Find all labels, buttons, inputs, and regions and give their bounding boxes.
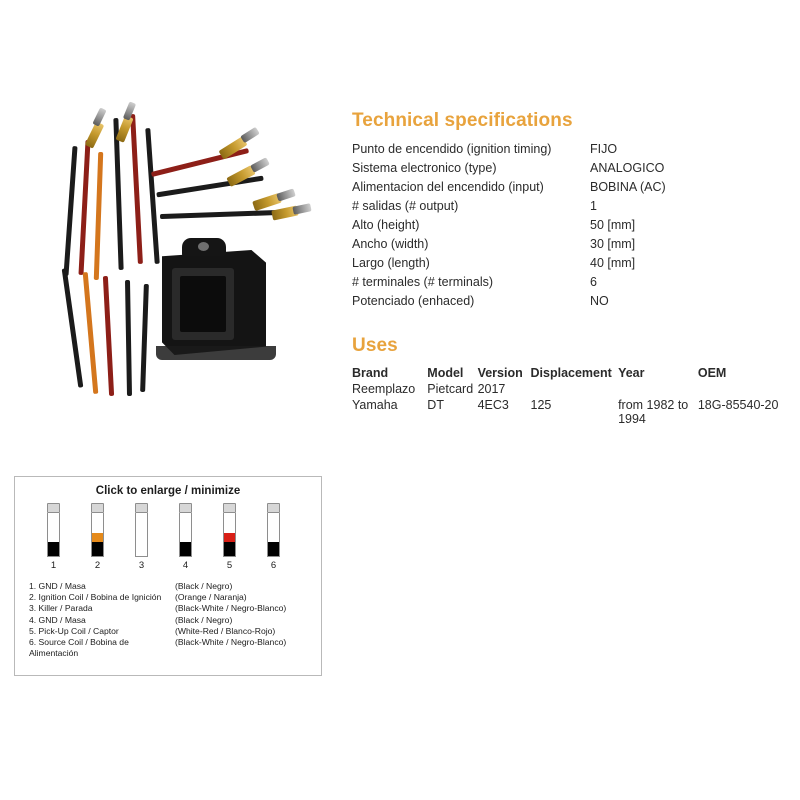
- pin-band-secondary: [224, 533, 235, 542]
- terminal-1-body: [85, 121, 104, 148]
- spec-label: Ancho (width): [352, 237, 429, 251]
- pin-band-primary: [180, 542, 191, 556]
- product-photo[interactable]: [30, 100, 330, 430]
- spec-value: 50 [mm]: [590, 218, 636, 232]
- pin-band-secondary: [180, 533, 191, 542]
- spec-label: # salidas (# output): [352, 199, 459, 213]
- spec-label: # terminales (# terminals): [352, 275, 494, 289]
- spec-row-outputs: [352, 197, 782, 216]
- spec-row-length: [352, 254, 782, 273]
- pin-number: 3: [138, 560, 145, 571]
- spec-value: NO: [590, 294, 609, 308]
- cdi-module-shadow: [156, 346, 276, 360]
- uses-cell-model: Pietcard: [427, 382, 474, 396]
- pin-cap-icon: [91, 503, 104, 513]
- pin-band-primary: [136, 542, 147, 556]
- cdi-mounting-hole: [198, 242, 209, 251]
- pin-cap-icon: [135, 503, 148, 513]
- technical-specifications-panel: [352, 110, 782, 311]
- legend-color-label: (Orange / Naranja): [175, 592, 247, 603]
- pin-number: 2: [94, 560, 101, 571]
- wire-orange-1: [94, 152, 103, 280]
- terminal-1-tip: [92, 107, 106, 126]
- legend-color-label: (Black-White / Negro-Blanco): [175, 603, 287, 614]
- uses-cell-brand: Reemplazo: [352, 382, 416, 396]
- list-item: [29, 626, 311, 637]
- list-item: [29, 603, 311, 614]
- uses-table-header-row: [352, 365, 788, 381]
- pin-5: [223, 503, 236, 571]
- terminal-5-tip: [276, 188, 296, 201]
- legend-title[interactable]: Click to enlarge / minimize: [95, 485, 241, 497]
- legend-function-label: 1. GND / Masa: [29, 581, 86, 591]
- spec-value: 40 [mm]: [590, 256, 636, 270]
- legend-color-label: (Black-White / Negro-Blanco): [175, 637, 287, 648]
- pin-band-secondary: [92, 533, 103, 542]
- uses-header-oem: OEM: [697, 366, 727, 380]
- wire-black-lower-3: [140, 284, 149, 392]
- uses-header-version: Version: [477, 366, 523, 380]
- pin-1: [47, 503, 60, 571]
- terminal-3-tip: [240, 127, 260, 143]
- uses-cell-oem: 18G-85540-20: [697, 398, 779, 412]
- uses-cell-brand: Yamaha: [352, 398, 398, 412]
- spec-label: Largo (length): [352, 256, 430, 270]
- wire-branch-mid: [156, 176, 263, 198]
- legend-lists: [29, 581, 311, 659]
- pin-band-primary: [268, 542, 279, 556]
- wire-red-lower: [103, 276, 114, 396]
- uses-header-year: Year: [618, 366, 645, 380]
- pin-2: [91, 503, 104, 571]
- pin-band-secondary: [48, 533, 59, 542]
- spec-value: 30 [mm]: [590, 237, 636, 251]
- legend-function-label: 4. GND / Masa: [29, 614, 86, 625]
- wire-black-lower-2: [125, 280, 132, 396]
- pin-band-primary: [224, 542, 235, 556]
- specs-title: Technical specifications: [352, 110, 573, 131]
- legend-color-label: (Black / Negro): [175, 581, 233, 591]
- spec-label: Punto de encendido (ignition timing): [352, 142, 552, 156]
- legend-function-label: 3. Killer / Parada: [29, 603, 93, 614]
- wire-black-1: [63, 146, 77, 276]
- pin-number: 6: [270, 560, 277, 571]
- pin-barrel: [47, 513, 60, 557]
- spec-row-input: [352, 178, 782, 197]
- uses-header-brand: Brand: [352, 366, 389, 380]
- spec-row-type: [352, 159, 782, 178]
- pin-barrel: [179, 513, 192, 557]
- spec-label: Alimentacion del encendido (input): [352, 180, 544, 194]
- pin-barrel: [267, 513, 280, 557]
- uses-cell-model: DT: [427, 398, 444, 412]
- pin-4: [179, 503, 192, 571]
- legend-function-label: 5. Pick-Up Coil / Captor: [29, 625, 119, 636]
- uses-title: Uses: [352, 335, 398, 356]
- spec-row-width: [352, 235, 782, 254]
- uses-cell-version: 2017: [477, 382, 506, 396]
- uses-cell-year: from 1982 to 1994: [618, 398, 689, 426]
- uses-cell-version: 4EC3: [477, 398, 509, 412]
- uses-cell-year: [618, 381, 698, 397]
- pin-3: [135, 503, 148, 571]
- uses-table: [352, 365, 788, 427]
- spec-value: ANALOGICO: [590, 161, 665, 175]
- uses-header-model: Model: [427, 366, 464, 380]
- list-item: [29, 581, 311, 592]
- pin-cap-icon: [179, 503, 192, 513]
- table-row: [352, 397, 788, 427]
- uses-cell-displacement: [531, 381, 619, 397]
- spec-value: BOBINA (AC): [590, 180, 666, 194]
- legend-function-label: 2. Ignition Coil / Bobina de Ignición: [29, 592, 162, 603]
- pin-strip: [29, 503, 311, 573]
- pin-band-primary: [48, 542, 59, 556]
- pin-6: [267, 503, 280, 571]
- uses-cell-displacement: 125: [530, 398, 552, 412]
- list-item: [29, 615, 311, 626]
- legend-function-label: 6. Source Coil / Bobina de Alimentación: [29, 637, 129, 659]
- connector-legend-box[interactable]: [14, 476, 322, 676]
- spec-row-height: [352, 216, 782, 235]
- spec-label: Potenciado (enhaced): [352, 294, 475, 308]
- spec-row-enhanced: [352, 292, 782, 311]
- legend-color-label: (Black / Negro): [175, 614, 233, 625]
- cdi-module-inner: [180, 276, 226, 332]
- terminal-4-tip: [250, 157, 270, 173]
- spec-value: FIJO: [590, 142, 618, 156]
- pin-barrel: [91, 513, 104, 557]
- wire-red-2: [130, 114, 143, 264]
- wire-orange-lower: [83, 272, 99, 394]
- spec-label: Alto (height): [352, 218, 420, 232]
- pin-band-secondary: [136, 533, 147, 542]
- wire-branch-lower: [160, 210, 280, 219]
- list-item: [29, 637, 311, 659]
- pin-barrel: [223, 513, 236, 557]
- spec-value: 6: [590, 275, 597, 289]
- pin-cap-icon: [223, 503, 236, 513]
- pin-number: 4: [182, 560, 189, 571]
- wire-black-lower-1: [62, 268, 84, 388]
- uses-cell-oem: [698, 381, 788, 397]
- legend-color-label: (White-Red / Blanco-Rojo): [175, 625, 276, 636]
- pin-barrel: [135, 513, 148, 557]
- spec-value: 1: [590, 199, 597, 213]
- spec-row-terminals: [352, 273, 782, 292]
- wire-red-1: [78, 140, 90, 275]
- uses-panel: [352, 335, 788, 427]
- pin-cap-icon: [47, 503, 60, 513]
- list-item: [29, 592, 311, 603]
- table-row: [352, 381, 788, 397]
- uses-header-displacement: Displacement: [530, 366, 612, 380]
- pin-number: 5: [226, 560, 233, 571]
- pin-band-secondary: [268, 533, 279, 542]
- pin-band-primary: [92, 542, 103, 556]
- pin-cap-icon: [267, 503, 280, 513]
- spec-label: Sistema electronico (type): [352, 161, 497, 175]
- pin-number: 1: [50, 560, 57, 571]
- spec-row-ignition-timing: [352, 140, 782, 159]
